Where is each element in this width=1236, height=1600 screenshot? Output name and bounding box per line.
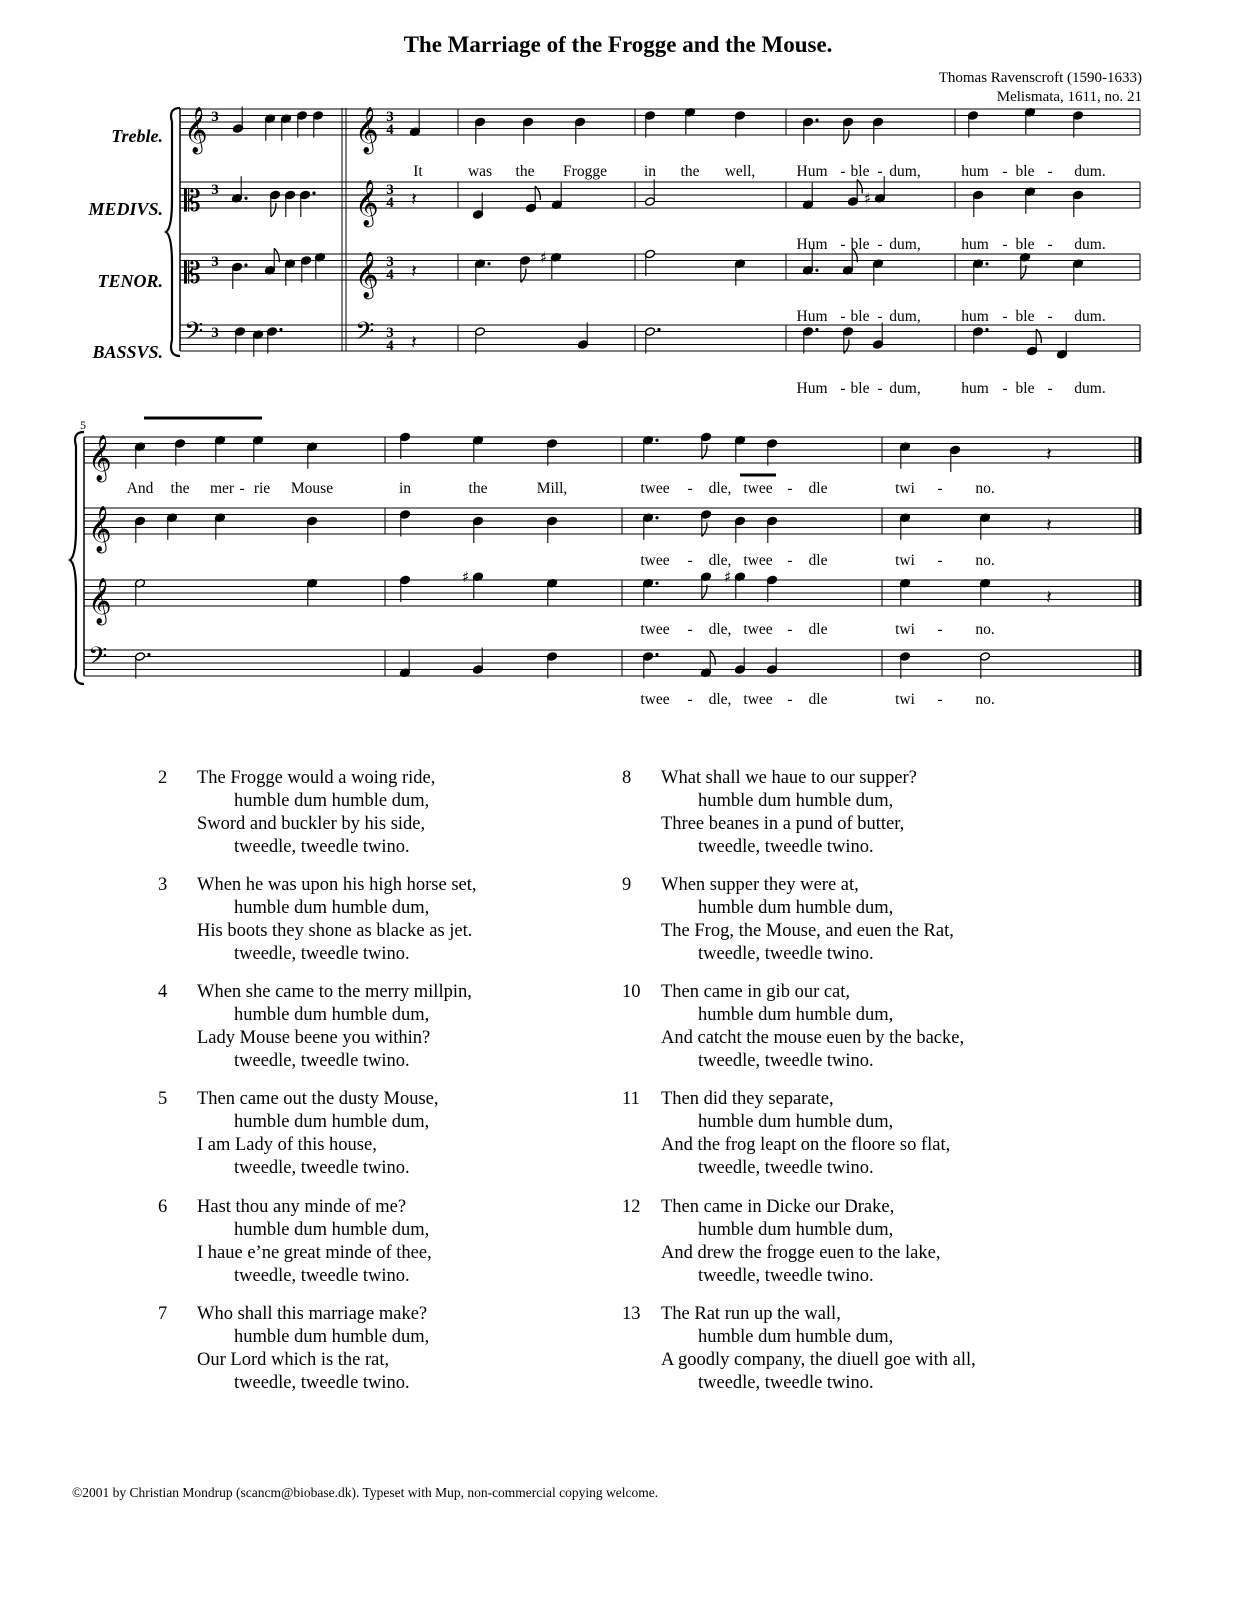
lyric-syllable: twi xyxy=(895,691,915,708)
verse-line: When supper they were at, xyxy=(661,875,859,895)
verse-line: When he was upon his high horse set, xyxy=(197,875,477,895)
lyric-syllable: was xyxy=(467,163,493,180)
quarter-rest: 𝄽 xyxy=(411,260,417,283)
verse-line: tweedle, tweedle twino. xyxy=(234,1266,410,1286)
verse-line: I am Lady of this house, xyxy=(197,1135,377,1155)
verse-line: What shall we haue to our supper? xyxy=(661,768,917,788)
verse-line: humble dum humble dum, xyxy=(234,1220,430,1240)
page-title: The Marriage of the Frogge and the Mouse. xyxy=(403,32,833,57)
lyric-syllable: the xyxy=(680,163,700,180)
treble-clef: 𝄞 xyxy=(355,107,379,153)
verse-line: humble dum humble dum, xyxy=(698,1327,894,1347)
verse-10 xyxy=(622,981,1052,1073)
time-signature-bottom: 4 xyxy=(386,122,394,138)
verse-line: tweedle, tweedle twino. xyxy=(698,944,874,964)
lyric-syllable: no. xyxy=(975,621,995,638)
lyric-syllable: - xyxy=(1047,308,1053,325)
lyric-syllable: - xyxy=(877,163,883,180)
verse-number: 10 xyxy=(622,982,641,1002)
lyric-syllable: dum. xyxy=(1074,236,1106,253)
verse-line: And catcht the mouse euen by the backe, xyxy=(661,1028,965,1048)
lyric-syllable: dum. xyxy=(1074,163,1106,180)
lyric-syllable: twee xyxy=(640,691,670,708)
lyric-syllable: hum xyxy=(961,236,989,253)
verse-line: Then came out the dusty Mouse, xyxy=(197,1089,439,1109)
treble-clef: 𝄞 xyxy=(355,180,379,226)
verse-line: humble dum humble dum, xyxy=(698,1112,894,1132)
lyric-syllable: dle xyxy=(808,691,828,708)
verse-9 xyxy=(622,874,1052,966)
lyric-syllable: dum. xyxy=(1074,308,1106,325)
lyric-syllable: twi xyxy=(895,621,915,638)
lyric-syllable: twee xyxy=(743,691,773,708)
lyric-syllable: dle, xyxy=(708,480,732,497)
verse-4 xyxy=(158,981,588,1073)
composer-credit: Thomas Ravenscroft (1590-1633) xyxy=(938,70,1142,86)
voice-name-tenor: TENOR. xyxy=(97,271,163,291)
time-signature-bottom: 4 xyxy=(386,267,394,283)
sharp-sign: ♯ xyxy=(540,248,548,267)
verse-line: humble dum humble dum, xyxy=(698,1005,894,1025)
lyric-syllable: - xyxy=(687,621,693,638)
verse-number: 7 xyxy=(158,1304,168,1324)
sharp-sign: ♯ xyxy=(864,189,872,208)
lyric-syllable: twee xyxy=(743,621,773,638)
verse-number: 9 xyxy=(622,875,632,895)
lyric-syllable: mer xyxy=(209,480,235,497)
lyric-syllable: ble xyxy=(1015,308,1035,325)
lyric-syllable: ble xyxy=(1015,380,1035,397)
lyric-syllable: dle, xyxy=(708,552,732,569)
lyric-syllable: - xyxy=(877,380,883,397)
verse-line: tweedle, tweedle twino. xyxy=(234,1373,410,1393)
verse-line: Three beanes in a pund of butter, xyxy=(661,814,905,834)
lyric-syllable: - xyxy=(840,163,846,180)
lyric-syllable: hum xyxy=(961,380,989,397)
sharp-sign: ♯ xyxy=(724,567,732,586)
verse-line: tweedle, tweedle twino. xyxy=(234,1051,410,1071)
verse-line: tweedle, tweedle twino. xyxy=(234,1158,410,1178)
quarter-rest: 𝄽 xyxy=(411,331,417,354)
verse-13 xyxy=(622,1303,1052,1395)
treble-clef: 𝄞 xyxy=(88,506,112,552)
bass-clef: 𝄢 xyxy=(88,642,108,677)
verse-line: I haue e’ne great minde of thee, xyxy=(197,1243,432,1263)
verse-line: When she came to the merry millpin, xyxy=(197,982,472,1002)
lyric-syllable: hum xyxy=(961,163,989,180)
verse-line: And the frog leapt on the floore so flat, xyxy=(661,1135,951,1155)
lyric-syllable: - xyxy=(787,552,793,569)
lyric-syllable: - xyxy=(937,480,943,497)
lyric-syllable: dum, xyxy=(889,380,921,397)
treble-clef: 𝄞 xyxy=(88,578,112,624)
quarter-rest: 𝄽 xyxy=(1046,514,1052,537)
verse-line: tweedle, tweedle twino. xyxy=(698,1266,874,1286)
verse-line: Lady Mouse beene you within? xyxy=(197,1028,431,1048)
verse-number: 8 xyxy=(622,768,632,788)
time-signature-top: 3 xyxy=(386,182,394,198)
verse-line: humble dum humble dum, xyxy=(234,898,430,918)
lyric-syllable: Hum xyxy=(796,236,828,253)
lyric-syllable: ble xyxy=(1015,163,1035,180)
treble-clef: 𝄞 xyxy=(88,435,112,481)
lyric-syllable: - xyxy=(1047,163,1053,180)
lyric-syllable: - xyxy=(1002,380,1008,397)
quarter-rest: 𝄽 xyxy=(1046,586,1052,609)
verse-line: humble dum humble dum, xyxy=(234,791,430,811)
lyric-syllable: dle xyxy=(808,480,828,497)
voice-name-treble: Treble. xyxy=(111,126,163,146)
lyric-syllable: dum, xyxy=(889,236,921,253)
verse-number: 4 xyxy=(158,982,168,1002)
lyric-syllable: - xyxy=(687,552,693,569)
verse-line: Our Lord which is the rat, xyxy=(197,1350,390,1370)
verse-line: humble dum humble dum, xyxy=(698,791,894,811)
lyric-syllable: dum. xyxy=(1074,380,1106,397)
lyric-syllable: - xyxy=(687,691,693,708)
time-signature-top: 3 xyxy=(211,182,219,198)
voice-name-medius: MEDIVS. xyxy=(88,199,163,219)
lyric-syllable: And xyxy=(126,480,154,497)
treble-clef: 𝄞 xyxy=(355,252,379,298)
lyric-syllable: twee xyxy=(743,480,773,497)
copyright-notice: ©2001 by Christian Mondrup (scancm@biobase.dk). Typeset with Mup, non-commercial copying welcome. xyxy=(72,1485,659,1500)
lyric-syllable: - xyxy=(840,236,846,253)
lyric-syllable: - xyxy=(787,480,793,497)
lyric-syllable: no. xyxy=(975,552,995,569)
lyric-syllable: Hum xyxy=(796,308,828,325)
lyric-syllable: in xyxy=(398,480,412,497)
lyric-syllable: dle xyxy=(808,621,828,638)
lyric-syllable: - xyxy=(787,691,793,708)
source-credit: Melismata, 1611, no. 21 xyxy=(996,89,1142,105)
lyric-syllable: dle, xyxy=(708,621,732,638)
verse-line: Then came in Dicke our Drake, xyxy=(661,1197,895,1217)
measure-number: 5 xyxy=(80,418,86,432)
bass-clef: 𝄢 xyxy=(355,317,375,352)
verse-line: The Rat run up the wall, xyxy=(661,1304,841,1324)
verse-line: tweedle, tweedle twino. xyxy=(698,1373,874,1393)
lyric-syllable: - xyxy=(687,480,693,497)
lyric-syllable: - xyxy=(1047,236,1053,253)
lyric-syllable: - xyxy=(1047,380,1053,397)
lyric-syllable: ble xyxy=(850,308,870,325)
lyric-syllable: - xyxy=(840,380,846,397)
lyric-syllable: - xyxy=(1002,163,1008,180)
time-signature-bottom: 4 xyxy=(386,195,394,211)
lyric-syllable: dum, xyxy=(889,163,921,180)
quarter-rest: 𝄽 xyxy=(411,188,417,211)
lyric-syllable: - xyxy=(1002,308,1008,325)
lyric-syllable: in xyxy=(643,163,657,180)
lyric-syllable: hum xyxy=(961,308,989,325)
verse-line: humble dum humble dum, xyxy=(234,1005,430,1025)
lyric-syllable: ble xyxy=(1015,236,1035,253)
lyric-syllable: the xyxy=(170,480,190,497)
verse-line: tweedle, tweedle twino. xyxy=(698,1051,874,1071)
verse-line: humble dum humble dum, xyxy=(698,1220,894,1240)
time-signature-top: 3 xyxy=(386,254,394,270)
lyric-syllable: twee xyxy=(640,480,670,497)
lyric-syllable: It xyxy=(413,163,423,180)
verse-number: 3 xyxy=(158,875,168,895)
sharp-sign: ♯ xyxy=(462,567,470,586)
time-signature-top: 3 xyxy=(386,325,394,341)
verse-number: 13 xyxy=(622,1304,641,1324)
lyric-syllable: well, xyxy=(724,163,756,180)
lyric-syllable: the xyxy=(515,163,535,180)
lyric-syllable: - xyxy=(937,552,943,569)
verse-line: humble dum humble dum, xyxy=(234,1112,430,1132)
verse-line: tweedle, tweedle twino. xyxy=(698,837,874,857)
time-signature-top: 3 xyxy=(386,109,394,125)
lyric-syllable: ble xyxy=(850,380,870,397)
verse-line: A goodly company, the diuell goe with all, xyxy=(661,1350,976,1370)
lyric-syllable: twee xyxy=(640,552,670,569)
time-signature-top: 3 xyxy=(211,325,219,341)
alto-clef: 𝄡 xyxy=(184,184,201,219)
verse-5 xyxy=(158,1088,588,1180)
verse-line: Then did they separate, xyxy=(661,1089,834,1109)
verse-number: 5 xyxy=(158,1089,168,1109)
lyric-syllable: - xyxy=(787,621,793,638)
lyric-syllable: twee xyxy=(640,621,670,638)
verse-line: Hast thou any minde of me? xyxy=(197,1197,407,1217)
lyric-syllable: - xyxy=(1002,236,1008,253)
lyric-syllable: - xyxy=(877,236,883,253)
verse-11 xyxy=(622,1088,1052,1180)
time-signature-bottom: 4 xyxy=(386,338,394,354)
lyric-syllable: twi xyxy=(895,480,915,497)
lyric-syllable: dle xyxy=(808,552,828,569)
lyric-syllable: Hum xyxy=(796,163,828,180)
lyric-syllable: ble xyxy=(850,236,870,253)
lyric-syllable: the xyxy=(468,480,488,497)
treble-clef: 𝄞 xyxy=(184,107,208,153)
alto-clef: 𝄡 xyxy=(184,256,201,291)
verse-line: Then came in gib our cat, xyxy=(661,982,851,1002)
lyric-syllable: no. xyxy=(975,480,995,497)
lyric-syllable: ble xyxy=(850,163,870,180)
lyric-syllable: - xyxy=(937,621,943,638)
quarter-rest: 𝄽 xyxy=(1046,443,1052,466)
verse-line: Sword and buckler by his side, xyxy=(197,814,426,834)
lyric-syllable: dum, xyxy=(889,308,921,325)
lyric-syllable: Hum xyxy=(796,380,828,397)
verse-number: 11 xyxy=(622,1089,640,1109)
verse-line: tweedle, tweedle twino. xyxy=(234,944,410,964)
voice-name-bassus: BASSVS. xyxy=(92,342,163,362)
verse-line: Who shall this marriage make? xyxy=(197,1304,428,1324)
verse-line: The Frogge would a woing ride, xyxy=(197,768,436,788)
verse-number: 6 xyxy=(158,1197,168,1217)
lyric-syllable: Mill, xyxy=(536,480,568,497)
lyric-syllable: twee xyxy=(743,552,773,569)
verse-line: humble dum humble dum, xyxy=(698,898,894,918)
verse-line: And drew the frogge euen to the lake, xyxy=(661,1243,941,1263)
lyric-syllable: twi xyxy=(895,552,915,569)
lyric-syllable: - xyxy=(239,480,245,497)
lyric-syllable: Frogge xyxy=(563,163,607,180)
verse-line: His boots they shone as blacke as jet. xyxy=(197,921,473,941)
verse-line: tweedle, tweedle twino. xyxy=(698,1158,874,1178)
verse-line: The Frog, the Mouse, and euen the Rat, xyxy=(661,921,954,941)
verse-number: 12 xyxy=(622,1197,641,1217)
verse-12 xyxy=(622,1196,1052,1288)
lyric-syllable: rie xyxy=(253,480,271,497)
verse-7 xyxy=(158,1303,588,1395)
verse-3 xyxy=(158,874,588,966)
lyric-syllable: - xyxy=(937,691,943,708)
lyric-syllable: Mouse xyxy=(290,480,334,497)
verse-number: 2 xyxy=(158,768,168,788)
lyric-syllable: - xyxy=(840,308,846,325)
lyric-syllable: no. xyxy=(975,691,995,708)
verse-6 xyxy=(158,1196,588,1288)
time-signature-top: 3 xyxy=(211,254,219,270)
lyric-syllable: - xyxy=(877,308,883,325)
verse-line: humble dum humble dum, xyxy=(234,1327,430,1347)
verse-line: tweedle, tweedle twino. xyxy=(234,837,410,857)
time-signature-top: 3 xyxy=(211,109,219,125)
verse-8 xyxy=(622,767,1052,859)
lyric-syllable: dle, xyxy=(708,691,732,708)
bass-clef: 𝄢 xyxy=(184,317,204,352)
verse-2 xyxy=(158,767,588,859)
